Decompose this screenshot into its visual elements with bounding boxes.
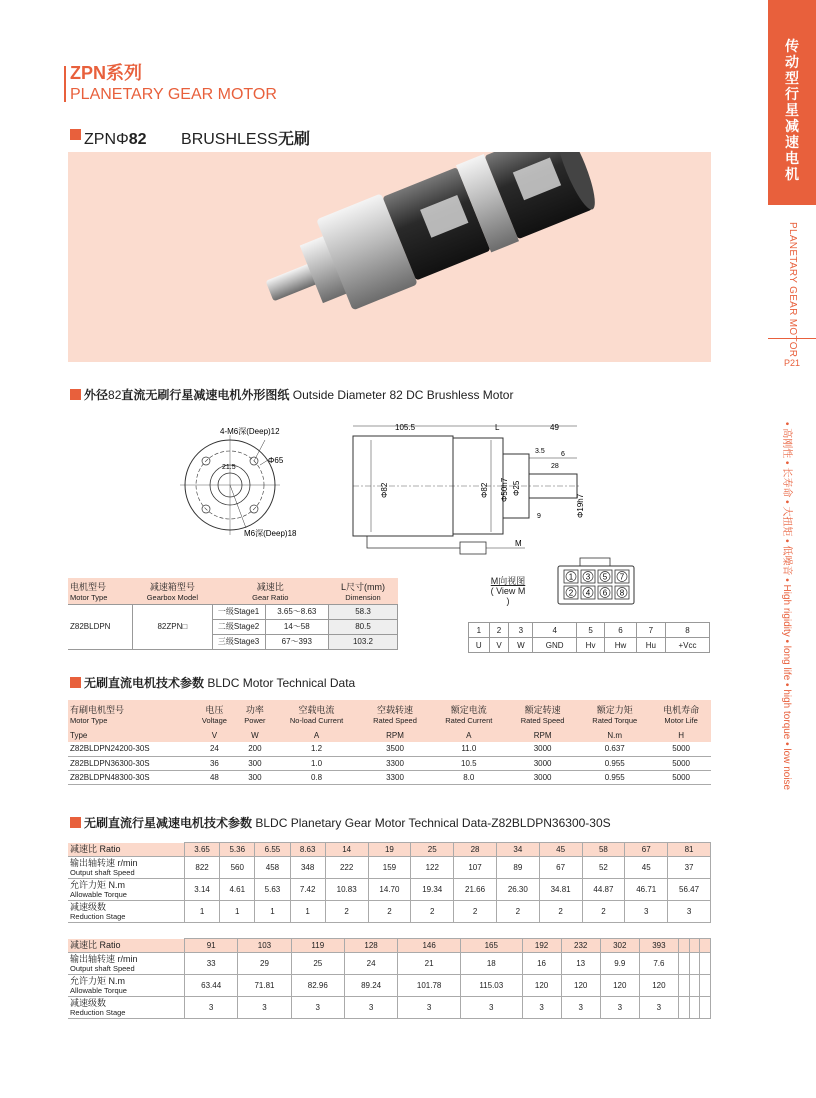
table-cell: 52 (582, 857, 625, 879)
product-photo (68, 152, 711, 362)
unit-cell: A (313, 730, 320, 740)
table-cell: 3000 (507, 770, 578, 784)
table-cell: 14 (325, 843, 368, 857)
label-28: 28 (551, 463, 559, 470)
table-row (68, 953, 711, 975)
pin-number: 6 (605, 623, 637, 638)
table-cell: 58 (582, 843, 625, 857)
connector-pin-label: 1 (568, 572, 574, 582)
table-cell: 3 (639, 997, 678, 1019)
label-phi19: Φ19h7 (576, 493, 585, 518)
table-cell: Z82BLDPN36300-30S (68, 756, 193, 770)
table-cell: 37 (668, 857, 711, 879)
table-row (68, 770, 711, 784)
table-cell: 34 (496, 843, 539, 857)
pin-number: 7 (636, 623, 665, 638)
label-L: L (495, 423, 500, 432)
label-105-5: 105.5 (395, 423, 416, 432)
table-cell: 120 (522, 975, 561, 997)
table-cell: 822 (185, 857, 220, 879)
table-cell: 120 (600, 975, 639, 997)
table-cell: 146 (398, 939, 461, 953)
pin-signal-row (469, 638, 710, 653)
row-label: 减速比 Ratio (68, 843, 185, 857)
pin-table (468, 622, 710, 653)
table-cell: 107 (454, 857, 497, 879)
label-6: 6 (561, 451, 565, 458)
table-cell: 10.5 (431, 756, 507, 770)
side-features: • 高刚性 • 长寿命 • 大扭矩 • 低噪音 • High rigidity • long life • high torque • low noise (781, 422, 792, 791)
table-cell (678, 975, 689, 997)
label-21-5: 21.5 (222, 464, 236, 471)
table-cell: 393 (639, 939, 678, 953)
table-cell: 3 (291, 997, 344, 1019)
side-divider (768, 338, 816, 339)
section-marker (70, 817, 81, 828)
gear-ratio-table (68, 578, 398, 650)
table-cell: 91 (185, 939, 238, 953)
unit-cell: N.m (607, 730, 623, 740)
table-cell: 120 (561, 975, 600, 997)
table-cell: 10.83 (325, 879, 368, 901)
table-cell: 3 (668, 901, 711, 923)
table-cell (700, 939, 711, 953)
table-cell: 3300 (359, 756, 430, 770)
col-gearbox: 减速箱型号 Gearbox Model (146, 581, 198, 602)
table-cell (678, 939, 689, 953)
table-cell: 36 (193, 756, 236, 770)
table-cell: 19.34 (411, 879, 454, 901)
label-phi82-a: Φ82 (380, 482, 389, 498)
row-label: 减速级数 Reduction Stage (68, 997, 185, 1019)
section-marker (70, 677, 81, 688)
table-cell: 25 (411, 843, 454, 857)
table-cell: 46.71 (625, 879, 668, 901)
table-row (68, 975, 711, 997)
table-cell: 3 (522, 997, 561, 1019)
row-label: 减速级数 Reduction Stage (68, 901, 185, 923)
table-cell: 192 (522, 939, 561, 953)
connector-view (550, 548, 640, 608)
table-cell: 13 (561, 953, 600, 975)
table-cell: 3.14 (185, 879, 220, 901)
pin-number: 5 (576, 623, 604, 638)
bldc-heading: 无刷直流电机技术参数 BLDC Motor Technical Data (84, 676, 356, 690)
connector-pin-label: 2 (568, 588, 574, 598)
connector-pin-label: 5 (602, 572, 608, 582)
section-marker (70, 389, 81, 400)
column-header: 额定电流 Rated Current (445, 705, 493, 725)
pin-number: 8 (665, 623, 709, 638)
table-cell: 5000 (651, 742, 711, 756)
table-cell: 103 (238, 939, 291, 953)
table-cell: 302 (600, 939, 639, 953)
label-m6-deep18: M6深(Deep)18 (244, 529, 297, 538)
col-dimension: L尺寸(mm) Dimension (341, 581, 385, 602)
table-cell: 11.0 (431, 742, 507, 756)
table-cell: 67 (539, 857, 582, 879)
table-row: 三级Stage3 67～393 103.2 (68, 634, 398, 649)
table-row: 二级Stage2 14～58 80.5 (68, 619, 398, 634)
table-cell: 44.87 (582, 879, 625, 901)
table-cell: 5.36 (220, 843, 255, 857)
connector-pin-label: 4 (585, 588, 591, 598)
table-cell: 8.0 (431, 770, 507, 784)
table-cell: 89 (496, 857, 539, 879)
table-cell: 348 (290, 857, 325, 879)
table-cell: 16 (522, 953, 561, 975)
table-cell: 89.24 (344, 975, 397, 997)
column-header: 功率 Power (244, 705, 266, 725)
view-m-label: M向视图 ( View M ) (490, 576, 526, 606)
label-phi65: Φ65 (268, 456, 284, 465)
table-cell: 7.6 (639, 953, 678, 975)
pin-signal: V (489, 638, 509, 653)
column-header: 额定力矩 Rated Torque (592, 705, 638, 725)
label-phi25: Φ25 (512, 480, 521, 496)
table-row (68, 857, 711, 879)
gear-motor-table-1 (68, 842, 711, 923)
table-cell: 8.63 (290, 843, 325, 857)
table-cell: 0.955 (578, 756, 651, 770)
pin-signal: GND (533, 638, 577, 653)
table-cell: 101.78 (398, 975, 461, 997)
table-cell (700, 953, 711, 975)
table-cell: 300 (236, 770, 274, 784)
table-cell: 222 (325, 857, 368, 879)
pin-signal: +Vcc (665, 638, 709, 653)
column-header: 空载电流 No-load Current (289, 705, 344, 725)
table-cell: 7.42 (290, 879, 325, 901)
units-row (68, 728, 711, 742)
table-cell: 122 (411, 857, 454, 879)
table-cell: 3000 (507, 742, 578, 756)
table-cell: 45 (625, 857, 668, 879)
unit-cell: A (466, 730, 472, 740)
table-cell: 3 (561, 997, 600, 1019)
col-ratio: 减速比 Gear Ratio (252, 581, 289, 602)
table-cell: 6.55 (255, 843, 290, 857)
pin-signal: U (469, 638, 490, 653)
table-cell: 5000 (651, 770, 711, 784)
label-49: 49 (550, 423, 559, 432)
gear-motor-table-2 (68, 938, 711, 1019)
series-bar (64, 66, 66, 102)
unit-cell: RPM (386, 730, 404, 740)
table-cell: Z82BLDPN48300-30S (68, 770, 193, 784)
table-cell: 71.81 (238, 975, 291, 997)
column-header: 额定转速 Rated Speed (520, 705, 565, 725)
table-cell: 56.47 (668, 879, 711, 901)
bldc-data-table (68, 700, 711, 785)
table-cell: 63.44 (185, 975, 238, 997)
table-cell (700, 997, 711, 1019)
table-cell: 1 (185, 901, 220, 923)
table-cell: 29 (238, 953, 291, 975)
unit-cell: H (678, 730, 684, 740)
pin-signal: Hu (636, 638, 665, 653)
side-view-drawing (345, 418, 585, 558)
table-cell: 2 (539, 901, 582, 923)
label-M: M (515, 539, 522, 548)
table-cell: 3 (344, 997, 397, 1019)
table-cell: 3500 (359, 742, 430, 756)
table-cell: 232 (561, 939, 600, 953)
pin-number: 4 (533, 623, 577, 638)
table-cell: 14.70 (368, 879, 411, 901)
table-cell: 1 (255, 901, 290, 923)
row-label: 允许力矩 N.m Allowable Torque (68, 975, 185, 997)
table-cell: 18 (461, 953, 523, 975)
table-cell: Z82BLDPN24200-30S (68, 742, 193, 756)
unit-cell: Type (70, 730, 88, 740)
label-phi82-b: Φ82 (480, 482, 489, 498)
table-cell: 82.96 (291, 975, 344, 997)
table-cell: 3 (238, 997, 291, 1019)
table-row (68, 901, 711, 923)
row-label: 允许力矩 N.m Allowable Torque (68, 879, 185, 901)
table-cell: 3 (461, 997, 523, 1019)
column-header: 空载转速 Rated Speed (373, 705, 417, 725)
table-cell: 128 (344, 939, 397, 953)
table-cell (689, 953, 700, 975)
drawing-heading: 外径82直流无刷行星减速电机外形图纸 Outside Diameter 82 DC Brushless Motor (84, 388, 514, 402)
table-row (68, 742, 711, 756)
col-motor-type: 电机型号 Motor Type (70, 581, 108, 602)
table-cell: 560 (220, 857, 255, 879)
table-cell: 9.9 (600, 953, 639, 975)
side-title-cn: 传 动 型 行 星 减 速 电 机 (785, 38, 799, 182)
table-cell: 2 (325, 901, 368, 923)
pin-number: 1 (469, 623, 490, 638)
pin-signal: Hw (605, 638, 637, 653)
front-view-drawing (160, 420, 300, 540)
column-header: 电压 Voltage (201, 705, 227, 725)
table-cell: 0.955 (578, 770, 651, 784)
table-cell: 48 (193, 770, 236, 784)
table-cell: 458 (255, 857, 290, 879)
side-tab (768, 0, 816, 1098)
table-cell: 34.81 (539, 879, 582, 901)
connector-pin-label: 6 (602, 588, 608, 598)
table-cell: 3 (625, 901, 668, 923)
section-marker (70, 129, 81, 140)
label-9: 9 (537, 513, 541, 520)
table-cell (689, 939, 700, 953)
table-cell (689, 997, 700, 1019)
table-cell: 4.61 (220, 879, 255, 901)
table-cell: 24 (344, 953, 397, 975)
table-cell: 28 (454, 843, 497, 857)
table-row (68, 879, 711, 901)
table-cell: 81 (668, 843, 711, 857)
unit-cell: RPM (533, 730, 552, 740)
table-cell: 0.637 (578, 742, 651, 756)
table-row (68, 843, 711, 857)
table-cell: 3300 (359, 770, 430, 784)
table-cell: 3 (600, 997, 639, 1019)
page-number: P21 (783, 358, 800, 368)
table-cell: 5000 (651, 756, 711, 770)
label-m6-deep12: 4-M6深(Deep)12 (220, 427, 280, 436)
table-cell: 3000 (507, 756, 578, 770)
table-cell: 1.0 (274, 756, 360, 770)
table-cell: 3.65 (185, 843, 220, 857)
table-cell: 200 (236, 742, 274, 756)
table-cell: 115.03 (461, 975, 523, 997)
motor-illustration (68, 152, 711, 362)
table-cell: 26.30 (496, 879, 539, 901)
table-cell: 2 (411, 901, 454, 923)
table-cell: 5.63 (255, 879, 290, 901)
table-row: Z82BLDPN 82ZPN□ 一级Stage1 3.65～8.63 58.3 (68, 604, 398, 619)
table-cell: 159 (368, 857, 411, 879)
table-cell: 1.2 (274, 742, 360, 756)
table-cell (689, 975, 700, 997)
connector-pin-label: 3 (585, 572, 591, 582)
table-cell: 300 (236, 756, 274, 770)
table-cell (700, 975, 711, 997)
pin-signal: W (509, 638, 533, 653)
table-cell: 67 (625, 843, 668, 857)
table-cell: 120 (639, 975, 678, 997)
table-cell: 2 (496, 901, 539, 923)
table-cell: 25 (291, 953, 344, 975)
table-cell (678, 997, 689, 1019)
table-cell: 24 (193, 742, 236, 756)
column-header: 电机寿命 Motor Life (663, 705, 700, 725)
pin-number-row (469, 623, 710, 638)
table-cell: 119 (291, 939, 344, 953)
model-title: ZPNΦ82 BRUSHLESS无刷 (84, 131, 310, 148)
table-cell: 2 (454, 901, 497, 923)
label-phi50: Φ50h7 (500, 477, 509, 502)
row-label: 输出轴转速 r/min Output shaft Speed (68, 857, 185, 879)
label-3-5: 3.5 (535, 448, 545, 455)
gear-motor-heading: 无刷直流行星减速电机技术参数 BLDC Planetary Gear Motor Technical Data-Z82BLDPN36300-30S (84, 816, 611, 830)
table-cell: 45 (539, 843, 582, 857)
pin-number: 3 (509, 623, 533, 638)
table-cell: 1 (290, 901, 325, 923)
table-cell: 21.66 (454, 879, 497, 901)
pin-number: 2 (489, 623, 509, 638)
unit-cell: W (251, 730, 259, 740)
connector-pin-label: 7 (619, 572, 625, 582)
table-cell: 165 (461, 939, 523, 953)
unit-cell: V (211, 730, 218, 740)
table-row (68, 939, 711, 953)
side-title-en: PLANETARY GEAR MOTOR (787, 222, 798, 358)
table-cell: 2 (368, 901, 411, 923)
row-label: 输出轴转速 r/min Output shaft Speed (68, 953, 185, 975)
table-row (68, 997, 711, 1019)
pin-signal: Hv (576, 638, 604, 653)
header-row (68, 700, 711, 728)
table-cell: 2 (582, 901, 625, 923)
row-label: 减速比 Ratio (68, 939, 185, 953)
column-header: 有刷电机型号 Motor Type (70, 705, 125, 725)
series-subtitle: PLANETARY GEAR MOTOR (70, 86, 277, 103)
series-title: ZPN系列 (70, 63, 142, 83)
table-cell: 0.8 (274, 770, 360, 784)
table-cell: 19 (368, 843, 411, 857)
table-cell (678, 953, 689, 975)
table-row (68, 756, 711, 770)
table-cell: 33 (185, 953, 238, 975)
table-cell: 1 (220, 901, 255, 923)
table-cell: 3 (398, 997, 461, 1019)
connector-pin-label: 8 (619, 588, 625, 598)
table-cell: 3 (185, 997, 238, 1019)
table-cell: 21 (398, 953, 461, 975)
